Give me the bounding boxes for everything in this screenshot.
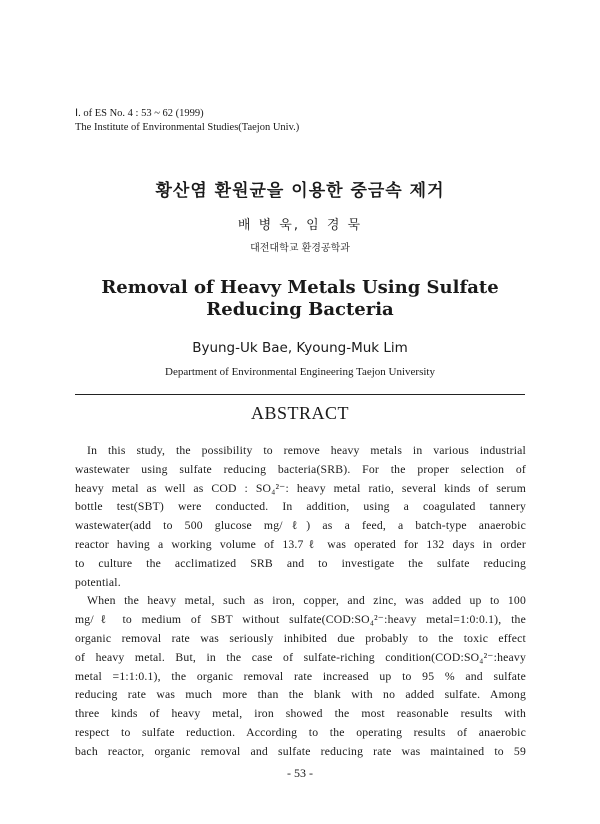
section-divider [75, 394, 525, 395]
abstract-line: three kinds of heavy metal, iron showed the most reasonable results with [75, 707, 526, 721]
abstract-line: reactor having a working volume of 13.7ℓ was operated for 132 days in order [75, 537, 526, 551]
abstract-line: organic removal rate was seriously inhibited due probably to the toxic effect [75, 631, 526, 645]
abstract-line: reducing rate was much more than the blank with no added sulfate. Among [75, 688, 526, 702]
abstract-body [75, 442, 526, 762]
authors-korean: 배 병 욱, 임 경 묵 [237, 218, 363, 233]
title-english: Removal of Heavy Metals Using Sulfate Reducing Bacteria [101, 277, 499, 320]
abstract-line: In this study, the possibility to remove heavy metals in various industrial [87, 444, 526, 457]
abstract-line: to culture the acclimatized SRB and to investigate the sulfate reducing [75, 556, 526, 570]
abstract-line: of heavy metal. But, in the case of sulfate-riching condition(COD:SO₄²⁻:heavy [75, 650, 526, 664]
abstract-line: heavy metal as well as COD : SO₄²⁻: heavy metal ratio, several kinds of serum [75, 481, 526, 495]
page-number: - 53 - [287, 766, 313, 780]
abstract-line: mg/ℓ to medium of SBT without sulfate(COD:SO₄²⁻:heavy metal=1:0:0.1), the [75, 613, 526, 627]
title-korean: 황산염 환원균을 이용한 중금속 제거 [155, 181, 445, 201]
affiliation-english: Department of Environmental Engineering Taejon University [165, 366, 435, 378]
abstract-line: bottle test(SBT) were conducted. In addition, using a coagulated tannery [75, 500, 526, 514]
abstract-line: When the heavy metal, such as iron, copper, and zinc, was added up to 100 [87, 594, 526, 608]
journal-header [75, 107, 299, 135]
abstract-line: bach reactor, organic removal and sulfate reducing rate was maintained to 59 [75, 744, 526, 758]
authors-english: Byung-Uk Bae, Kyoung-Muk Lim [192, 340, 408, 356]
abstract-line: respect to sulfate reduction. According to the operating results of anaerobic [75, 725, 526, 739]
affiliation-korean: 대전대학교 환경공학과 [250, 243, 350, 254]
abstract-line: wastewater(add to 500 glucose mg/ℓ) as a feed, a batch-type anaerobic [75, 519, 526, 533]
abstract-line: wastewater using sulfate reducing bacteria(SRB). For the proper selection of [75, 462, 526, 476]
abstract-heading: ABSTRACT [250, 403, 350, 423]
journal-citation: Ⅰ. of ES No. 4 : 53 ~ 62 (1999) [75, 108, 204, 119]
institute-name: The Institute of Environmental Studies(Taejon Univ.) [75, 122, 300, 133]
abstract-line: metal =1:1:0.1), the organic removal rate increased up to 95 % and sulfate [75, 669, 526, 683]
abstract-line: potential. [75, 575, 121, 589]
